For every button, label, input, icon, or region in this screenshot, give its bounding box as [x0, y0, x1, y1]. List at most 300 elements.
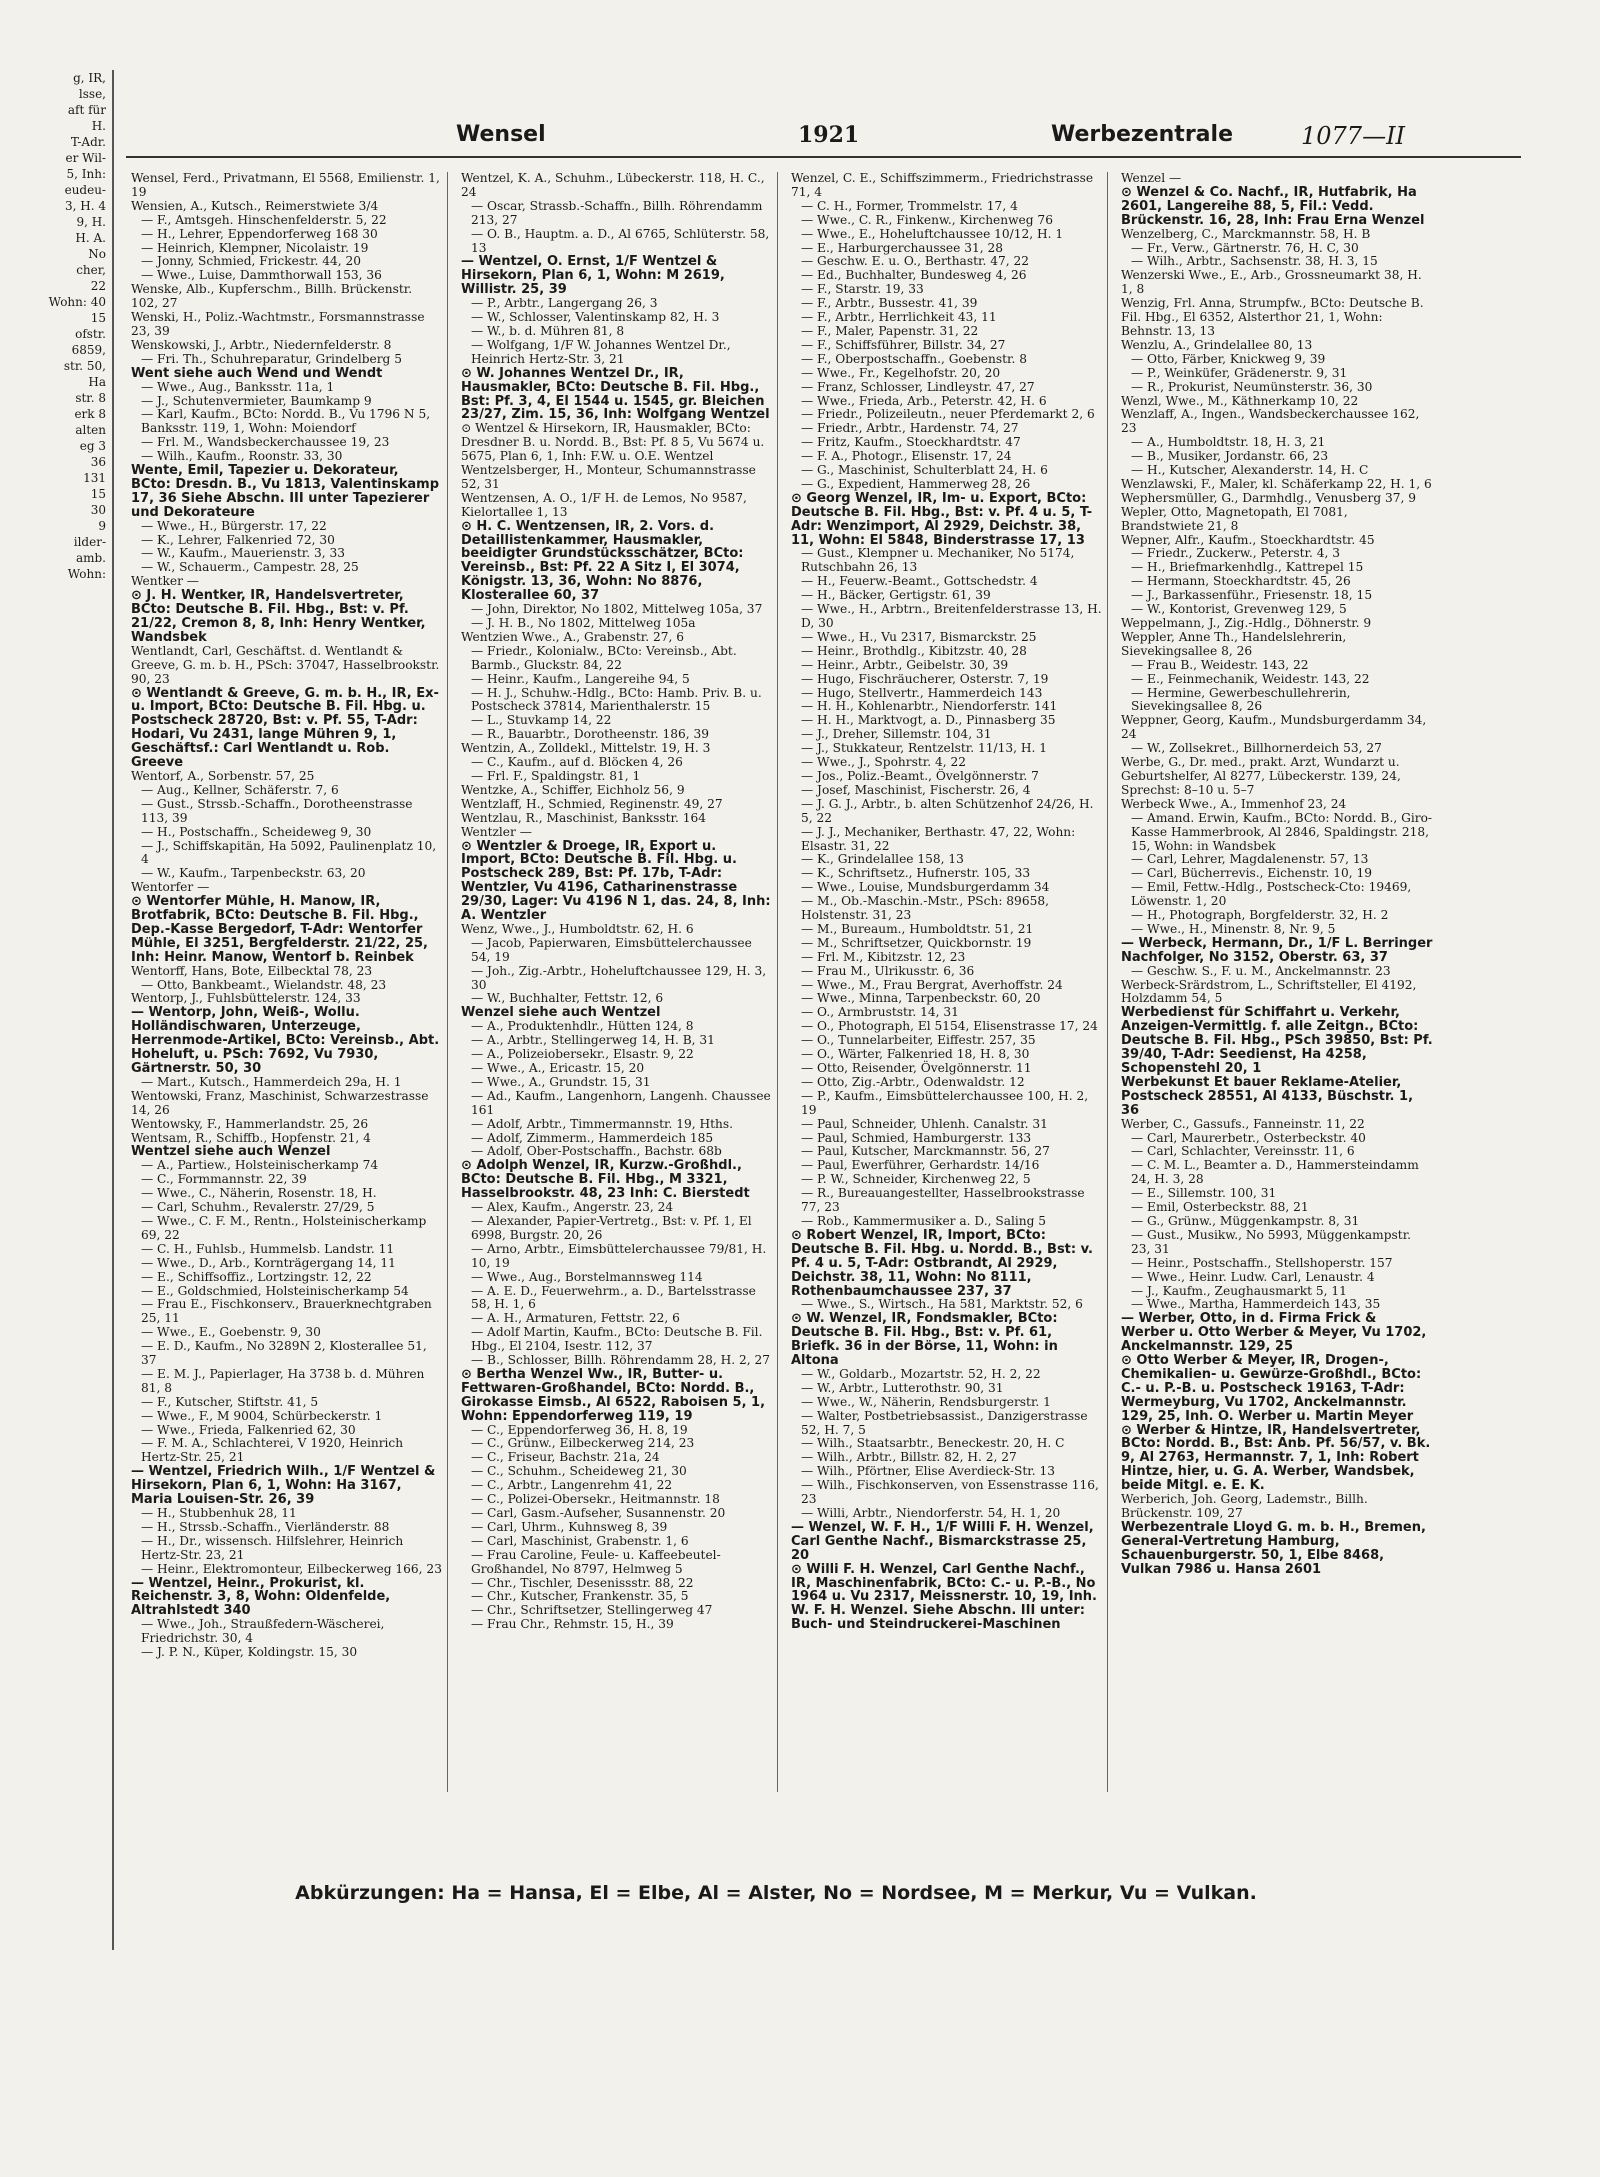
adjacent-page-fragment: aft für	[67, 103, 106, 117]
directory-entry: — O., Tunnelarbeiter, Eiffestr. 257, 35	[801, 1033, 1036, 1048]
directory-entry: — Adolf, Arbtr., Timmermannstr. 19, Hths.	[471, 1116, 734, 1131]
header-right-keyword: Werbezentrale	[1051, 122, 1233, 147]
adjacent-page-fragment: eg 3	[79, 439, 106, 453]
page-header	[126, 116, 1521, 158]
adjacent-page-fragment: cher,	[76, 263, 106, 277]
directory-entry: — J., Stukkateur, Rentzelstr. 11/13, H. 1	[801, 741, 1048, 756]
directory-entry: — H., Briefmarkenhdlg., Kattrepel 15	[1131, 560, 1364, 575]
directory-entry: — H., Bäcker, Gertigstr. 61, 39	[801, 588, 991, 603]
directory-entry: — C. H., Fuhlsb., Hummelsb. Landstr. 11	[141, 1241, 395, 1256]
directory-entry: — H., Feuerw.-Beamt., Gottschedstr. 4	[801, 574, 1038, 589]
directory-entry: — Frau B., Weidestr. 143, 22	[1131, 657, 1309, 672]
directory-entry: — Wolfgang, 1/F W. Johannes Wentzel Dr., Heinrich Hertz-Str. 3, 21	[471, 337, 731, 366]
directory-entry: — Jos., Poliz.-Beamt., Övelgönnerstr. 7	[801, 768, 1039, 783]
directory-entry: — Otto, Färber, Knickweg 9, 39	[1131, 351, 1326, 366]
directory-entry: — K., Grindelallee 158, 13	[801, 852, 964, 867]
directory-entry: — Emil, Osterbeckstr. 88, 21	[1131, 1200, 1309, 1215]
directory-entry: — Joh., Zig.-Arbtr., Hoheluftchaussee 129, H. 3, 30	[471, 963, 767, 992]
directory-entry: Werber, C., Gassufs., Fanneinstr. 11, 22	[1121, 1116, 1365, 1131]
directory-entry: — Carl, Maurerbetr., Osterbeckstr. 40	[1131, 1130, 1366, 1145]
directory-entry: — Wwe., H., Minenstr. 8, Nr. 9, 5	[1131, 921, 1336, 936]
directory-entry: ⊙ Wentzler & Droege, IR, Export u. Import, BCto: Deutsche B. Fil. Hbg. u. Postscheck 289, Bst: Pf. 17b, T-Adr: Wentzler, Vu 4196, Catharinenstrasse 29/30, Lager: Vu 4196 N 1, das. 24, 8, Inh: A. Wentzler	[461, 838, 771, 924]
directory-entry: Went siehe auch Wend und Wendt	[131, 365, 383, 381]
directory-entry: — W., Goldarb., Mozartstr. 52, H. 2, 22	[801, 1366, 1041, 1381]
directory-entry: — E., Harburgerchaussee 31, 28	[801, 240, 1003, 255]
directory-entry: ⊙ Adolph Wenzel, IR, Kurzw.-Großhdl., BCto: Deutsche B. Fil. Hbg., M 3321, Hasselbrookstr. 48, 23 Inh: C. Bierstedt	[461, 1158, 750, 1202]
directory-entry: — H., Postschaffn., Scheideweg 9, 30	[141, 824, 372, 839]
directory-entry: Wephersmüller, G., Darmhdlg., Venusberg 37, 9	[1121, 490, 1417, 505]
directory-entry: — Otto, Zig.-Arbtr., Odenwaldstr. 12	[801, 1074, 1025, 1089]
adjacent-page-fragment: 6859,	[71, 343, 106, 357]
directory-entry: — Geschw. E. u. O., Berthastr. 47, 22	[801, 254, 1029, 269]
directory-entry: — C., Grünw., Eilbeckerweg 214, 23	[471, 1436, 695, 1451]
directory-entry: — Otto, Reisender, Övelgönnerstr. 11	[801, 1061, 1032, 1075]
directory-entry: — A., Produktenhdlr., Hütten 124, 8	[471, 1019, 694, 1034]
directory-entry: — Wwe., W., Näherin, Rendsburgerstr. 1	[801, 1394, 1051, 1409]
directory-entry: — Wenzel, W. F. H., 1/F Willi F. H. Wenzel, Carl Genthe Nachf., Bismarckstrasse 25, 20	[791, 1519, 1094, 1563]
directory-entry: — P., Kaufm., Eimsbüttelerchaussee 100, H. 2, 19	[801, 1088, 1089, 1117]
directory-entry: Werbekunst Et bauer Reklame-Atelier, Postscheck 28551, Al 4133, Büschstr. 1, 36	[1121, 1074, 1414, 1118]
directory-entry: — F., Kutscher, Stiftstr. 41, 5	[141, 1394, 319, 1409]
directory-entry: Wepner, Alfr., Kaufm., Stoeckhardtstr. 45	[1121, 532, 1375, 547]
directory-entry: — W., Kaufm., Tarpenbeckstr. 63, 20	[141, 866, 366, 881]
directory-entry: — Heinr., Elektromonteur, Eilbeckerweg 166, 23	[141, 1561, 442, 1576]
directory-entry: — E., Sillemstr. 100, 31	[1131, 1186, 1277, 1201]
directory-entry: — J., Kaufm., Zeughausmarkt 5, 11	[1131, 1283, 1347, 1298]
adjacent-page-fragment: Ha	[88, 375, 106, 389]
directory-entry: — Amand. Erwin, Kaufm., BCto: Nordd. B., Giro-Kasse Hammerbrook, Al 2846, Spaldingstr. 218, 15, Wohn: in Wandsbek	[1131, 810, 1433, 853]
directory-entry: — Chr., Kutscher, Frankenstr. 35, 5	[471, 1589, 689, 1604]
directory-entry: ⊙ H. C. Wentzensen, IR, 2. Vors. d. Detaillistenkammer, Hausmakler, beeidigter Grundstücksschätzer, BCto: Vereinsb., Bst: Pf. 22 A Sitz I, El 3074, Königstr. 13, 36, Wohn: No 8876, Klosterallee 60, 37	[461, 518, 744, 604]
directory-entry: — Mart., Kutsch., Hammerdeich 29a, H. 1	[141, 1074, 402, 1089]
directory-entry: — P., Weinküfer, Grädenerstr. 9, 31	[1131, 365, 1348, 380]
directory-entry: — Friedr., Arbtr., Hardenstr. 74, 27	[801, 421, 1019, 436]
adjacent-page-fragment: 3, H. 4	[65, 199, 106, 213]
directory-entry: — Carl, Lehrer, Magdalenenstr. 57, 13	[1131, 852, 1369, 867]
directory-entry: — Wwe., S., Wirtsch., Ha 581, Marktstr. 52, 6	[801, 1297, 1083, 1312]
directory-entry: — M., Ob.-Maschin.-Mstr., PSch: 89658, Holstenstr. 31, 23	[801, 894, 1049, 923]
directory-entry: — Heinr., Postschaffn., Stellshoperstr. 157	[1131, 1255, 1393, 1270]
directory-entry: — B., Schlosser, Billh. Röhrendamm 28, H. 2, 27	[471, 1353, 771, 1368]
directory-entry: Wenzel, C. E., Schiffszimmerm., Friedrichstrasse 71, 4	[791, 172, 1094, 199]
directory-entry: Wenzlu, A., Grindelallee 80, 13	[1121, 337, 1313, 352]
directory-entry: ⊙ Wentlandt & Greeve, G. m. b. H., IR, Ex- u. Import, BCto: Deutsche B. Fil. Hbg. u. Postscheck 28720, Bst: v. Pf. 55, T-Adr: Hodari, Vu 2431, lange Mühren 9, 1, Geschäftsf.: Carl Wentlandt u. Rob. Greeve	[131, 685, 439, 771]
directory-entry: — Wentzel, Friedrich Wilh., 1/F Wentzel & Hirsekorn, Plan 6, 1, Wohn: Ha 3167, Maria Louisen-Str. 26, 39	[131, 1464, 436, 1508]
directory-entry: Wentzin, A., Zolldekl., Mittelstr. 19, H. 3	[461, 741, 711, 756]
directory-entry: — A., Humboldtstr. 18, H. 3, 21	[1131, 435, 1326, 450]
directory-entry: — Wwe., C. F. M., Rentn., Holsteinischerkamp 69, 22	[141, 1213, 427, 1242]
directory-entry: — Wilh., Kaufm., Roonstr. 33, 30	[141, 449, 343, 464]
directory-entry: — Paul, Kutscher, Marckmannstr. 56, 27	[801, 1144, 1050, 1159]
directory-page	[126, 80, 1521, 1960]
adjacent-page-fragment: 9, H.	[76, 215, 106, 229]
directory-entry: — J., Schiffskapitän, Ha 5092, Paulinenplatz 10, 4	[141, 838, 437, 867]
adjacent-page-strip	[0, 70, 114, 1950]
adjacent-page-fragment: 15	[90, 311, 106, 325]
directory-entry: Wentzelsberger, H., Monteur, Schumannstrasse 52, 31	[461, 463, 756, 491]
adjacent-page-fragment: H.	[91, 119, 106, 133]
header-left-keyword: Wensel	[456, 122, 546, 147]
directory-entry: — W., Buchhalter, Fettstr. 12, 6	[471, 991, 664, 1006]
directory-entry: — Wwe., Frieda, Arb., Peterstr. 42, H. 6	[801, 393, 1047, 408]
directory-entry: — Frau Caroline, Feule- u. Kaffeebeutel-Großhandel, No 8797, Helmweg 5	[471, 1547, 721, 1576]
adjacent-page-fragment: alten	[75, 423, 106, 437]
directory-entry: — Frl. M., Wandsbeckerchaussee 19, 23	[141, 435, 390, 450]
directory-entry: ⊙ Wentzel & Hirsekorn, IR, Hausmakler, BCto: Dresdner B. u. Nordd. B., Bst: Pf. 8 5, Vu 5674 u. 5675, Plan 6, 1, Inh: F.W. u. O.E. Wentzel	[461, 421, 765, 464]
directory-entry: Wentzlaff, H., Schmied, Reginenstr. 49, 27	[461, 796, 723, 811]
directory-entry: Wentsam, R., Schiffb., Hopfenstr. 21, 4	[131, 1130, 371, 1145]
directory-entry: — C. H., Former, Trommelstr. 17, 4	[801, 198, 1018, 213]
adjacent-page-fragment: erk 8	[74, 407, 106, 421]
header-year: 1921	[798, 122, 860, 148]
directory-entry: Wentorfer —	[131, 880, 210, 895]
directory-entry: — G., Maschinist, Schulterblatt 24, H. 6	[801, 463, 1048, 478]
directory-entry: — P., Arbtr., Langergang 26, 3	[471, 296, 658, 311]
directory-entry: — Paul, Ewerführer, Gerhardstr. 14/16	[801, 1158, 1040, 1173]
column-4	[1116, 172, 1438, 1792]
directory-entry: Weppelmann, J., Zig.-Hdlg., Döhnerstr. 9	[1121, 616, 1372, 630]
adjacent-page-fragment: 9	[98, 519, 106, 533]
directory-entry: — Wilh., Pförtner, Elise Averdieck-Str. 13	[801, 1464, 1055, 1479]
directory-entry: Wenzl, Wwe., M., Käthnerkamp 10, 22	[1121, 393, 1359, 408]
directory-entry: — Paul, Schneider, Uhlenh. Canalstr. 31	[801, 1116, 1048, 1131]
directory-entry: — G., Grünw., Müggenkampstr. 8, 31	[1131, 1213, 1360, 1228]
directory-entry: — Aug., Kellner, Schäferstr. 7, 6	[141, 782, 339, 797]
directory-entry: Wenzig, Frl. Anna, Strumpfw., BCto: Deutsche B. Fil. Hbg., El 6352, Alsterthor 21, 1, Wohn: Behnstr. 13, 13	[1121, 296, 1424, 338]
directory-entry: — L., Stuvkamp 14, 22	[471, 713, 612, 728]
adjacent-page-fragment: amb.	[75, 551, 106, 565]
directory-entry: — Wwe., Minna, Tarpenbeckstr. 60, 20	[801, 991, 1041, 1006]
directory-entry: — Werbeck, Hermann, Dr., 1/F L. Berringer Nachfolger, No 3152, Oberstr. 63, 37	[1121, 935, 1433, 965]
directory-entry: ⊙ J. H. Wentker, IR, Handelsvertreter, BCto: Deutsche B. Fil. Hbg., Bst: v. Pf. 21/22, Cremon 8, 8, Inh: Henry Wentker, Wandsbek	[131, 588, 426, 645]
directory-entry: — Frau M., Ulrikusstr. 6, 36	[801, 963, 975, 978]
directory-entry: — John, Direktor, No 1802, Mittelweg 105a, 37	[471, 602, 763, 617]
directory-entry: — Wwe., Frieda, Falkenried 62, 30	[141, 1422, 356, 1437]
directory-entry: — Wwe., A., Ericastr. 15, 20	[471, 1061, 645, 1075]
directory-entry: — K., Lehrer, Falkenried 72, 30	[141, 532, 335, 547]
adjacent-page-fragment: Wohn: 40	[48, 295, 106, 309]
directory-entry: — J., Dreher, Sillemstr. 104, 31	[801, 727, 992, 742]
directory-entry: — Karl, Kaufm., BCto: Nordd. B., Vu 1796 N 5, Banksstr. 119, 1, Wohn: Moiendorf	[141, 407, 431, 436]
directory-entry: — Frau E., Fischkonserv., Brauerknechtgraben 25, 11	[141, 1297, 432, 1326]
directory-entry: — Adolf, Ober-Postschaffn., Bachstr. 68b	[471, 1144, 722, 1159]
directory-entry: Wentlandt, Carl, Geschäftst. d. Wentlandt & Greeve, G. m. b. H., PSch: 37047, Hasselbrookstr. 90, 23	[131, 643, 440, 686]
directory-entry: Wente, Emil, Tapezier u. Dekorateur, BCto: Dresdn. B., Vu 1813, Valentinskamp 17, 36 Siehe Abschn. III unter Tapezierer und Dekorateure	[131, 463, 440, 520]
directory-entry: — Gust., Strssb.-Schaffn., Dorotheenstrasse 113, 39	[141, 796, 413, 825]
directory-entry: ⊙ W. Wenzel, IR, Fondsmakler, BCto: Deutsche B. Fil. Hbg., Bst: v. Pf. 61, Briefk. 36 in der Börse, 11, Wohn: in Altona	[791, 1311, 1058, 1369]
directory-entry: — Alex, Kaufm., Angerstr. 23, 24	[471, 1200, 674, 1215]
directory-entry: — Ad., Kaufm., Langenhorn, Langenh. Chaussee 161	[471, 1088, 771, 1117]
adjacent-page-fragment: 5, Inh:	[66, 167, 106, 181]
directory-entry: — Wwe., Luise, Dammthorwall 153, 36	[141, 268, 382, 283]
directory-entry: — Adolf Martin, Kaufm., BCto: Deutsche B. Fil. Hbg., El 2104, Isestr. 112, 37	[471, 1325, 763, 1354]
directory-entry: Werbedienst für Schiffahrt u. Verkehr, Anzeigen-Vermittlg. f. alle Zeitgn., BCto: Deutsche B. Fil. Hbg., PSch 39850, Bst: Pf. 39/40, T-Adr: Seedienst, Ha 4258, Schopenstehl 20, 1	[1121, 1005, 1433, 1076]
directory-entry: — F., Schiffsführer, Billstr. 34, 27	[801, 337, 1006, 352]
directory-entry: — Wwe., C. R., Finkenw., Kirchenweg 76	[801, 212, 1053, 227]
directory-entry: Wenzel siehe auch Wentzel	[461, 1005, 661, 1021]
directory-entry: — H., Stubbenhuk 28, 11	[141, 1506, 297, 1520]
directory-entry: Wentzke, A., Schiffer, Eichholz 56, 9	[461, 782, 685, 797]
directory-entry: — Walter, Postbetriebsassist., Danzigerstrasse 52, H. 7, 5	[801, 1408, 1088, 1437]
directory-entry: — C., Eppendorferweg 36, H. 8, 19	[471, 1422, 688, 1437]
directory-entry: — Wwe., H., Vu 2317, Bismarckstr. 25	[801, 629, 1037, 644]
directory-entry: — J. J., Mechaniker, Berthastr. 47, 22, Wohn: Elsastr. 31, 22	[801, 824, 1076, 853]
directory-entry: — F., Arbtr., Bussestr. 41, 39	[801, 296, 978, 311]
directory-entry: — Hermine, Gewerbeschullehrerin, Sievekingsallee 8, 26	[1131, 685, 1351, 714]
directory-entry: Wentzensen, A. O., 1/F H. de Lemos, No 9587, Kielortallee 1, 13	[461, 490, 747, 519]
directory-entry: Wenzelberg, C., Marckmannstr. 58, H. B	[1121, 226, 1371, 241]
adjacent-page-fragment: 36	[90, 455, 106, 469]
directory-entry: — W., b. d. Mühren 81, 8	[471, 323, 625, 338]
directory-entry: — Wilh., Arbtr., Billstr. 82, H. 2, 27	[801, 1450, 1017, 1465]
directory-entry: Wenzel —	[1121, 172, 1182, 185]
directory-entry: Werbe, G., Dr. med., prakt. Arzt, Wundarzt u. Geburtshelfer, Al 8277, Lübeckerstr. 139, 24, Sprechst: 8–10 u. 5–7	[1121, 755, 1401, 797]
directory-entry: — Carl, Uhrm., Kuhnsweg 8, 39	[471, 1519, 668, 1534]
directory-entry: — Wwe., Joh., Straußfedern-Wäscherei, Friedrichstr. 30, 4	[141, 1617, 385, 1646]
directory-entry: Wenzlaff, A., Ingen., Wandsbeckerchaussee 162, 23	[1121, 407, 1420, 436]
directory-entry: — R., Prokurist, Neumünsterstr. 36, 30	[1131, 379, 1373, 394]
directory-entry: — F., Maler, Papenstr. 31, 22	[801, 323, 979, 338]
directory-entry: — C., Polizei-Obersekr., Heitmannstr. 18	[471, 1492, 720, 1507]
directory-entry: — Wilh., Arbtr., Sachsenstr. 38, H. 3, 15	[1131, 254, 1378, 269]
adjacent-page-fragment: No	[88, 247, 106, 261]
adjacent-page-fragment: ofstr.	[75, 327, 106, 341]
directory-entry: — Werber, Otto, in d. Firma Frick & Werber u. Otto Werber & Meyer, Vu 1702, Anckelmannstr. 129, 25	[1121, 1311, 1427, 1355]
directory-entry: — R., Bureauangestellter, Hasselbrookstrasse 77, 23	[801, 1186, 1085, 1215]
directory-entry: Wensel, Ferd., Privatmann, El 5568, Emilienstr. 1, 19	[131, 172, 440, 199]
directory-entry: — Jonny, Schmied, Frickestr. 44, 20	[141, 254, 361, 269]
directory-entry: — Alexander, Papier-Vertretg., Bst: v. Pf. 1, El 6998, Burgstr. 20, 26	[471, 1213, 752, 1242]
directory-entry: — C., Schuhm., Scheideweg 21, 30	[471, 1464, 687, 1479]
directory-entry: — H., Photograph, Borgfelderstr. 32, H. 2	[1131, 908, 1389, 923]
directory-entry: — Gust., Musikw., No 5993, Müggenkampstr. 23, 31	[1131, 1227, 1412, 1256]
directory-entry: — Oscar, Strassb.-Schaffn., Billh. Röhrendamm 213, 27	[471, 198, 763, 227]
adjacent-page-fragment: 15	[90, 487, 106, 501]
directory-entry: — C. M. L., Beamter a. D., Hammersteindamm 24, H. 3, 28	[1131, 1158, 1419, 1187]
adjacent-page-fragment: ilder-	[73, 535, 106, 549]
directory-entry: — Heinr., Arbtr., Geibelstr. 30, 39	[801, 657, 1009, 672]
directory-entry: — C., Friseur, Bachstr. 21a, 24	[471, 1450, 660, 1465]
directory-entry: ⊙ Bertha Wenzel Ww., IR, Butter- u. Fettwaren-Großhandel, BCto: Nordd. B., Girokasse Eimsb., Al 6522, Raboisen 5, 1, Wohn: Eppendorferweg 119, 19	[461, 1366, 766, 1424]
adjacent-page-fragment: 131	[83, 471, 106, 485]
directory-entry: — R., Bauarbtr., Dorotheenstr. 186, 39	[471, 727, 710, 742]
directory-entry: — O. B., Hauptm. a. D., Al 6765, Schlüterstr. 58, 13	[471, 226, 770, 255]
adjacent-page-fragment: str. 50,	[63, 359, 106, 373]
directory-entry: — F., Oberpostschaffn., Goebenstr. 8	[801, 351, 1027, 366]
directory-entry: — Fritz, Kaufm., Stoeckhardtstr. 47	[801, 435, 1021, 450]
directory-entry: — Wentorp, John, Weiß-, Wollu. Holländischwaren, Unterzeuge, Herrenmode-Artikel, BCto: Vereinsb., Abt. Hoheluft, u. PSch: 7692, Vu 7930, Gärtnerstr. 50, 30	[131, 1005, 440, 1076]
directory-entry: — C., Kaufm., auf d. Blöcken 4, 26	[471, 755, 683, 770]
directory-entry: — Fri. Th., Schuhreparatur, Grindelberg 5	[141, 351, 402, 366]
directory-entry: — H., Dr., wissensch. Hilfslehrer, Heinrich Hertz-Str. 23, 21	[141, 1533, 404, 1562]
directory-entry: Wentowsky, F., Hammerlandstr. 25, 26	[131, 1116, 369, 1131]
directory-entry: Weppler, Anne Th., Handelslehrerin, Sievekingsallee 8, 26	[1121, 629, 1347, 658]
directory-entry: — F. M. A., Schlachterei, V 1920, Heinrich Hertz-Str. 25, 21	[141, 1436, 404, 1465]
directory-entry: — H., Strssb.-Schaffn., Vierländerstr. 88	[141, 1519, 390, 1534]
directory-entry: — Chr., Tischler, Desenissstr. 88, 22	[471, 1575, 694, 1590]
directory-entry: — Franz, Schlosser, Lindleystr. 47, 27	[801, 379, 1035, 394]
directory-entry: — W., Kontorist, Grevenweg 129, 5	[1131, 602, 1347, 617]
column-3	[786, 172, 1108, 1792]
directory-entry: Wentzlau, R., Maschinist, Banksstr. 164	[461, 810, 707, 825]
directory-entry: — Wwe., Heinr. Ludw. Carl, Lenaustr. 4	[1131, 1269, 1375, 1284]
directory-entry: — O., Wärter, Falkenried 18, H. 8, 30	[801, 1047, 1030, 1062]
directory-entry: Werberich, Joh. Georg, Lademstr., Billh. Brückenstr. 109, 27	[1121, 1492, 1368, 1520]
directory-entry: — H. H., Kohlenarbtr., Niendorferstr. 141	[801, 699, 1058, 714]
directory-entry: — H. J., Schuhw.-Hdlg., BCto: Hamb. Priv. B. u. Postscheck 37814, Marienthalerstr. 15	[471, 685, 762, 714]
directory-entry: Wepler, Otto, Magnetopath, El 7081, Brandstwiete 21, 8	[1121, 504, 1348, 533]
directory-entry: — Arno, Arbtr., Eimsbüttelerchaussee 79/81, H. 10, 19	[471, 1241, 767, 1270]
directory-entry: Wentker —	[131, 574, 199, 589]
directory-entry: — W., Schlosser, Valentinskamp 82, H. 3	[471, 310, 720, 325]
directory-entry: — Gust., Klempner u. Mechaniker, No 5174, Rutschbahn 26, 13	[801, 546, 1075, 575]
directory-entry: — F. A., Photogr., Elisenstr. 17, 24	[801, 449, 1012, 464]
directory-entry: — O., Armbruststr. 14, 31	[801, 1005, 959, 1020]
column-1	[126, 172, 448, 1792]
directory-entry: — Wwe., E., Goebenstr. 9, 30	[141, 1325, 321, 1340]
directory-entry: ⊙ W. Johannes Wentzel Dr., IR, Hausmakler, BCto: Deutsche B. Fil. Hbg., Bst: Pf. 3, 4, El 1544 u. 1545, gr. Bleichen 23/27, Zim. 15, 36, Inh: Wolfgang Wentzel	[461, 365, 770, 423]
directory-entry: — B., Musiker, Jordanstr. 66, 23	[1131, 449, 1329, 464]
directory-entry: — Willi, Arbtr., Niendorferstr. 54, H. 1, 20	[801, 1506, 1061, 1520]
directory-entry: — H., Kutscher, Alexanderstr. 14, H. C	[1131, 463, 1369, 478]
adjacent-page-fragment: H. A.	[75, 231, 106, 245]
directory-entry: Wenzerski Wwe., E., Arb., Grossneumarkt 38, H. 1, 8	[1121, 268, 1422, 297]
adjacent-page-fragment: Wohn:	[67, 567, 106, 581]
directory-entry: — Hugo, Fischräucherer, Osterstr. 7, 19	[801, 671, 1049, 686]
directory-entry: Wensien, A., Kutsch., Reimerstwiete 3/4	[131, 198, 379, 213]
directory-entry: — Wwe., M., Frau Bergrat, Averhoffstr. 24	[801, 977, 1063, 992]
abbreviations-footer: Abkürzungen: Ha = Hansa, El = Elbe, Al = Alster, No = Nordsee, M = Merkur, Vu = Vulkan.	[295, 1882, 1257, 1904]
directory-entry: — Wentzel, O. Ernst, 1/F Wentzel & Hirsekorn, Plan 6, 1, Wohn: M 2619, Willistr. 25, 39	[461, 254, 725, 298]
directory-entry: — Wwe., D., Arb., Kornträgergang 14, 11	[141, 1255, 396, 1270]
directory-entry: Wenskowski, J., Arbtr., Niedernfelderstr. 8	[131, 337, 392, 352]
directory-entry: ⊙ Werber & Hintze, IR, Handelsvertreter, BCto: Nordd. B., Bst: Anb. Pf. 56/57, v. Bk. 9, Al 2763, Hermannstr. 7, 1, Inh: Robert Hintze, hier, u. G. A. Werber, Wandsbek, beide Mitgl. e. E. K.	[1121, 1422, 1431, 1494]
adjacent-page-fragment: er Wil-	[65, 151, 106, 165]
directory-entry: — Carl, Gasm.-Aufseher, Susannenstr. 20	[471, 1506, 726, 1520]
directory-entry: — F., Starstr. 19, 33	[801, 282, 924, 297]
directory-entry: — Wentzel, Heinr., Prokurist, kl. Reichenstr. 3, 8, Wohn: Oldenfelde, Altrahlstedt 340	[131, 1575, 391, 1619]
column-2	[456, 172, 778, 1792]
directory-entry: — W., Arbtr., Lutterothstr. 90, 31	[801, 1380, 1004, 1395]
directory-columns	[126, 172, 1521, 1792]
directory-entry: — Emil, Fettw.-Hdlg., Postscheck-Cto: 19469, Löwenstr. 1, 20	[1131, 880, 1412, 909]
directory-entry: — Frau Chr., Rehmstr. 15, H., 39	[471, 1617, 674, 1632]
directory-entry: — A. E. D., Feuerwehrm., a. D., Bartelsstrasse 58, H. 1, 6	[471, 1283, 756, 1312]
directory-entry: — Wwe., Fr., Kegelhofstr. 20, 20	[801, 365, 1001, 380]
directory-entry: — Wwe., A., Grundstr. 15, 31	[471, 1074, 651, 1089]
directory-entry: Weppner, Georg, Kaufm., Mundsburgerdamm 34, 24	[1121, 713, 1427, 742]
directory-entry: — E. M. J., Papierlager, Ha 3738 b. d. Mühren 81, 8	[141, 1366, 425, 1395]
directory-entry: — J. H. B., No 1802, Mittelweg 105a	[471, 616, 696, 630]
directory-entry: — Wwe., F., M 9004, Schürbeckerstr. 1	[141, 1408, 383, 1423]
directory-entry: — Fr., Verw., Gärtnerstr. 76, H. C, 30	[1131, 240, 1359, 255]
directory-entry: ⊙ Robert Wenzel, IR, Import, BCto: Deutsche B. Fil. Hbg. u. Nordd. B., Bst: v. Pf. 4 u. 5, T-Adr: Ostbrandt, Al 2929, Deichstr. 38, 11, Wohn: No 8111, Rothenbaumchaussee 237, 37	[791, 1227, 1093, 1299]
directory-entry: — O., Photograph, El 5154, Elisenstrasse 17, 24	[801, 1019, 1098, 1034]
directory-entry: — H. H., Marktvogt, a. D., Pinnasberg 35	[801, 713, 1056, 728]
adjacent-page-fragment: str. 8	[75, 391, 106, 405]
directory-entry: — Chr., Schriftsetzer, Stellingerweg 47	[471, 1603, 713, 1618]
directory-entry: — Carl, Schuhm., Revalerstr. 27/29, 5	[141, 1200, 375, 1215]
directory-entry: ⊙ Wentorfer Mühle, H. Manow, IR, Brotfabrik, BCto: Deutsche B. Fil. Hbg., Dep.-Kasse Bergedorf, T-Adr: Wentorfer Mühle, El 3251, Bergfelderstr. 21/22, 25, Inh: Heinr. Manow, Wentorf b. Reinbek	[131, 894, 428, 965]
directory-entry: Wentowski, Franz, Maschinist, Schwarzestrasse 14, 26	[131, 1088, 429, 1117]
directory-entry: — A., Partiew., Holsteinischerkamp 74	[141, 1158, 379, 1173]
directory-entry: — A., Arbtr., Stellingerweg 14, H. B, 31	[471, 1033, 715, 1048]
adjacent-page-fragment: eudeu-	[64, 183, 106, 197]
directory-entry: — Heinr., Brothdlg., Kibitzstr. 40, 28	[801, 643, 1027, 658]
directory-entry: Wentorf, A., Sorbenstr. 57, 25	[131, 768, 315, 783]
directory-entry: — M., Bureaum., Humboldtstr. 51, 21	[801, 921, 1034, 936]
directory-entry: — Wwe., H., Bürgerstr. 17, 22	[141, 518, 327, 533]
directory-entry: — Friedr., Kolonialw., BCto: Vereinsb., Abt. Barmb., Gluckstr. 84, 22	[471, 643, 737, 672]
directory-entry: — H., Lehrer, Eppendorferweg 168 30	[141, 226, 378, 241]
adjacent-page-fragment: lsse,	[78, 87, 106, 101]
directory-entry: — Frl. F., Spaldingstr. 81, 1	[471, 768, 641, 783]
directory-entry: ⊙ Georg Wenzel, IR, Im- u. Export, BCto: Deutsche B. Fil. Hbg., Bst: v. Pf. 4 u. 5, T-Adr: Wenzimport, Al 2929, Deichstr. 38, 11, Wohn: El 5848, Binderstrasse 17, 13	[791, 490, 1093, 548]
directory-entry: — Josef, Maschinist, Fischerstr. 26, 4	[801, 782, 1031, 797]
directory-entry: — Wwe., Aug., Borstelmannsweg 114	[471, 1269, 703, 1284]
directory-entry: ⊙ Willi F. H. Wenzel, Carl Genthe Nachf., IR, Maschinenfabrik, BCto: C.- u. P.-B., No 1964 u. Vu 2317, Meissnerstr. 10, 19, Inh. W. F. H. Wenzel. Siehe Abschn. III unter: Buch- und Steindruckerei-Maschinen	[791, 1561, 1097, 1633]
directory-entry: Werbeck Wwe., A., Immenhof 23, 24	[1121, 796, 1347, 811]
directory-entry: — Carl, Maschinist, Grabenstr. 1, 6	[471, 1533, 689, 1548]
directory-entry: — Ed., Buchhalter, Bundesweg 4, 26	[801, 268, 1027, 283]
directory-entry: — Wwe., Martha, Hammerdeich 143, 35	[1131, 1297, 1381, 1312]
directory-entry: — K., Schriftsetz., Hufnerstr. 105, 33	[801, 866, 1031, 881]
directory-entry: — Hugo, Stellvertr., Hammerdeich 143	[801, 685, 1043, 700]
directory-entry: — Wwe., H., Arbtrn., Breitenfelderstrasse 13, H. D, 30	[801, 602, 1102, 630]
directory-entry: — E., Goldschmied, Holsteinischerkamp 54	[141, 1283, 409, 1298]
directory-entry: — Rob., Kammermusiker a. D., Saling 5	[801, 1213, 1047, 1228]
directory-entry: — Carl, Schlachter, Vereinsstr. 11, 6	[1131, 1144, 1355, 1159]
directory-entry: — Otto, Bankbeamt., Wielandstr. 48, 23	[141, 977, 387, 992]
directory-entry: ⊙ Wenzel & Co. Nachf., IR, Hutfabrik, Ha 2601, Langereihe 88, 5, Fil.: Vedd. Brückenstr. 16, 28, Inh: Frau Erna Wenzel	[1121, 184, 1425, 228]
directory-entry: Wentorp, J., Fuhlsbüttelerstr. 124, 33	[131, 991, 361, 1006]
directory-entry: — Hermann, Stoeckhardtstr. 45, 26	[1131, 574, 1351, 589]
directory-entry: — E., Schiffsoffiz., Lortzingstr. 12, 22	[141, 1269, 372, 1284]
directory-entry: — Wwe., J., Spohrstr. 4, 22	[801, 755, 966, 770]
directory-entry: — Wwe., C., Näherin, Rosenstr. 18, H.	[141, 1186, 377, 1201]
directory-entry: — Wilh., Staatsarbtr., Beneckestr. 20, H. C	[801, 1436, 1065, 1451]
directory-entry: Werbeck-Srärdstrom, L., Schriftsteller, El 4192, Holzdamm 54, 5	[1121, 977, 1417, 1006]
directory-entry: — P. W., Schneider, Kirchenweg 22, 5	[801, 1172, 1031, 1187]
adjacent-page-fragment: g, IR,	[73, 71, 106, 85]
directory-entry: — Friedr., Zuckerw., Peterstr. 4, 3	[1131, 546, 1340, 561]
directory-entry: — M., Schriftsetzer, Quickbornstr. 19	[801, 935, 1032, 950]
directory-entry: Wentzel, K. A., Schuhm., Lübeckerstr. 118, H. C., 24	[461, 172, 765, 199]
directory-entry: — Carl, Bücherrevis., Eichenstr. 10, 19	[1131, 866, 1373, 881]
page-number: 1077—II	[1301, 122, 1406, 150]
directory-entry: — A., Polizeiobersekr., Elsastr. 9, 22	[471, 1047, 694, 1062]
directory-entry: — Wwe., Aug., Banksstr. 11a, 1	[141, 379, 335, 394]
directory-entry: — Jacob, Papierwaren, Eimsbüttelerchaussee 54, 19	[471, 935, 752, 964]
directory-entry: — J., Schutenvermieter, Baumkamp 9	[141, 393, 372, 408]
directory-entry: — E., Feinmechanik, Weidestr. 143, 22	[1131, 671, 1370, 686]
directory-entry: — G., Expedient, Hammerweg 28, 26	[801, 476, 1031, 491]
directory-entry: — Wwe., Louise, Mundsburgerdamm 34	[801, 880, 1050, 895]
adjacent-page-fragment: 22	[90, 279, 106, 293]
directory-entry: — J. G. J., Arbtr., b. alten Schützenhof 24/26, H. 5, 22	[801, 796, 1094, 825]
directory-entry: Werbezentrale Lloyd G. m. b. H., Bremen, General-Vertretung Hamburg, Schauenburgerstr. 50, 1, Elbe 8468, Vulkan 7986 u. Hansa 2601	[1121, 1519, 1426, 1577]
directory-entry: — Frl. M., Kibitzstr. 12, 23	[801, 949, 966, 964]
directory-entry: ⊙ Otto Werber & Meyer, IR, Drogen-, Chemikalien- u. Gewürze-Großhdl., BCto: C.- u. P.-B. u. Postscheck 19163, T-Adr: Wermeyburg, Vu 1702, Anckelmannstr. 129, 25, Inh. O. Werber u. Martin Meyer	[1121, 1353, 1422, 1424]
directory-entry: — F., Arbtr., Herrlichkeit 43, 11	[801, 310, 997, 325]
directory-entry: — Friedr., Polizeileutn., neuer Pferdemarkt 2, 6	[801, 407, 1095, 422]
directory-entry: — F., Amtsgeh. Hinschenfelderstr. 5, 22	[141, 212, 387, 227]
directory-entry: — Wilh., Fischkonserven, von Essenstrasse 116, 23	[801, 1478, 1099, 1507]
directory-entry: — W., Zollsekret., Billhornerdeich 53, 27	[1131, 741, 1382, 756]
directory-entry: Wenz, Wwe., J., Humboldtstr. 62, H. 6	[461, 921, 694, 936]
directory-entry: — Heinr., Kaufm., Langereihe 94, 5	[471, 671, 690, 686]
adjacent-page-fragment: 30	[90, 503, 106, 517]
